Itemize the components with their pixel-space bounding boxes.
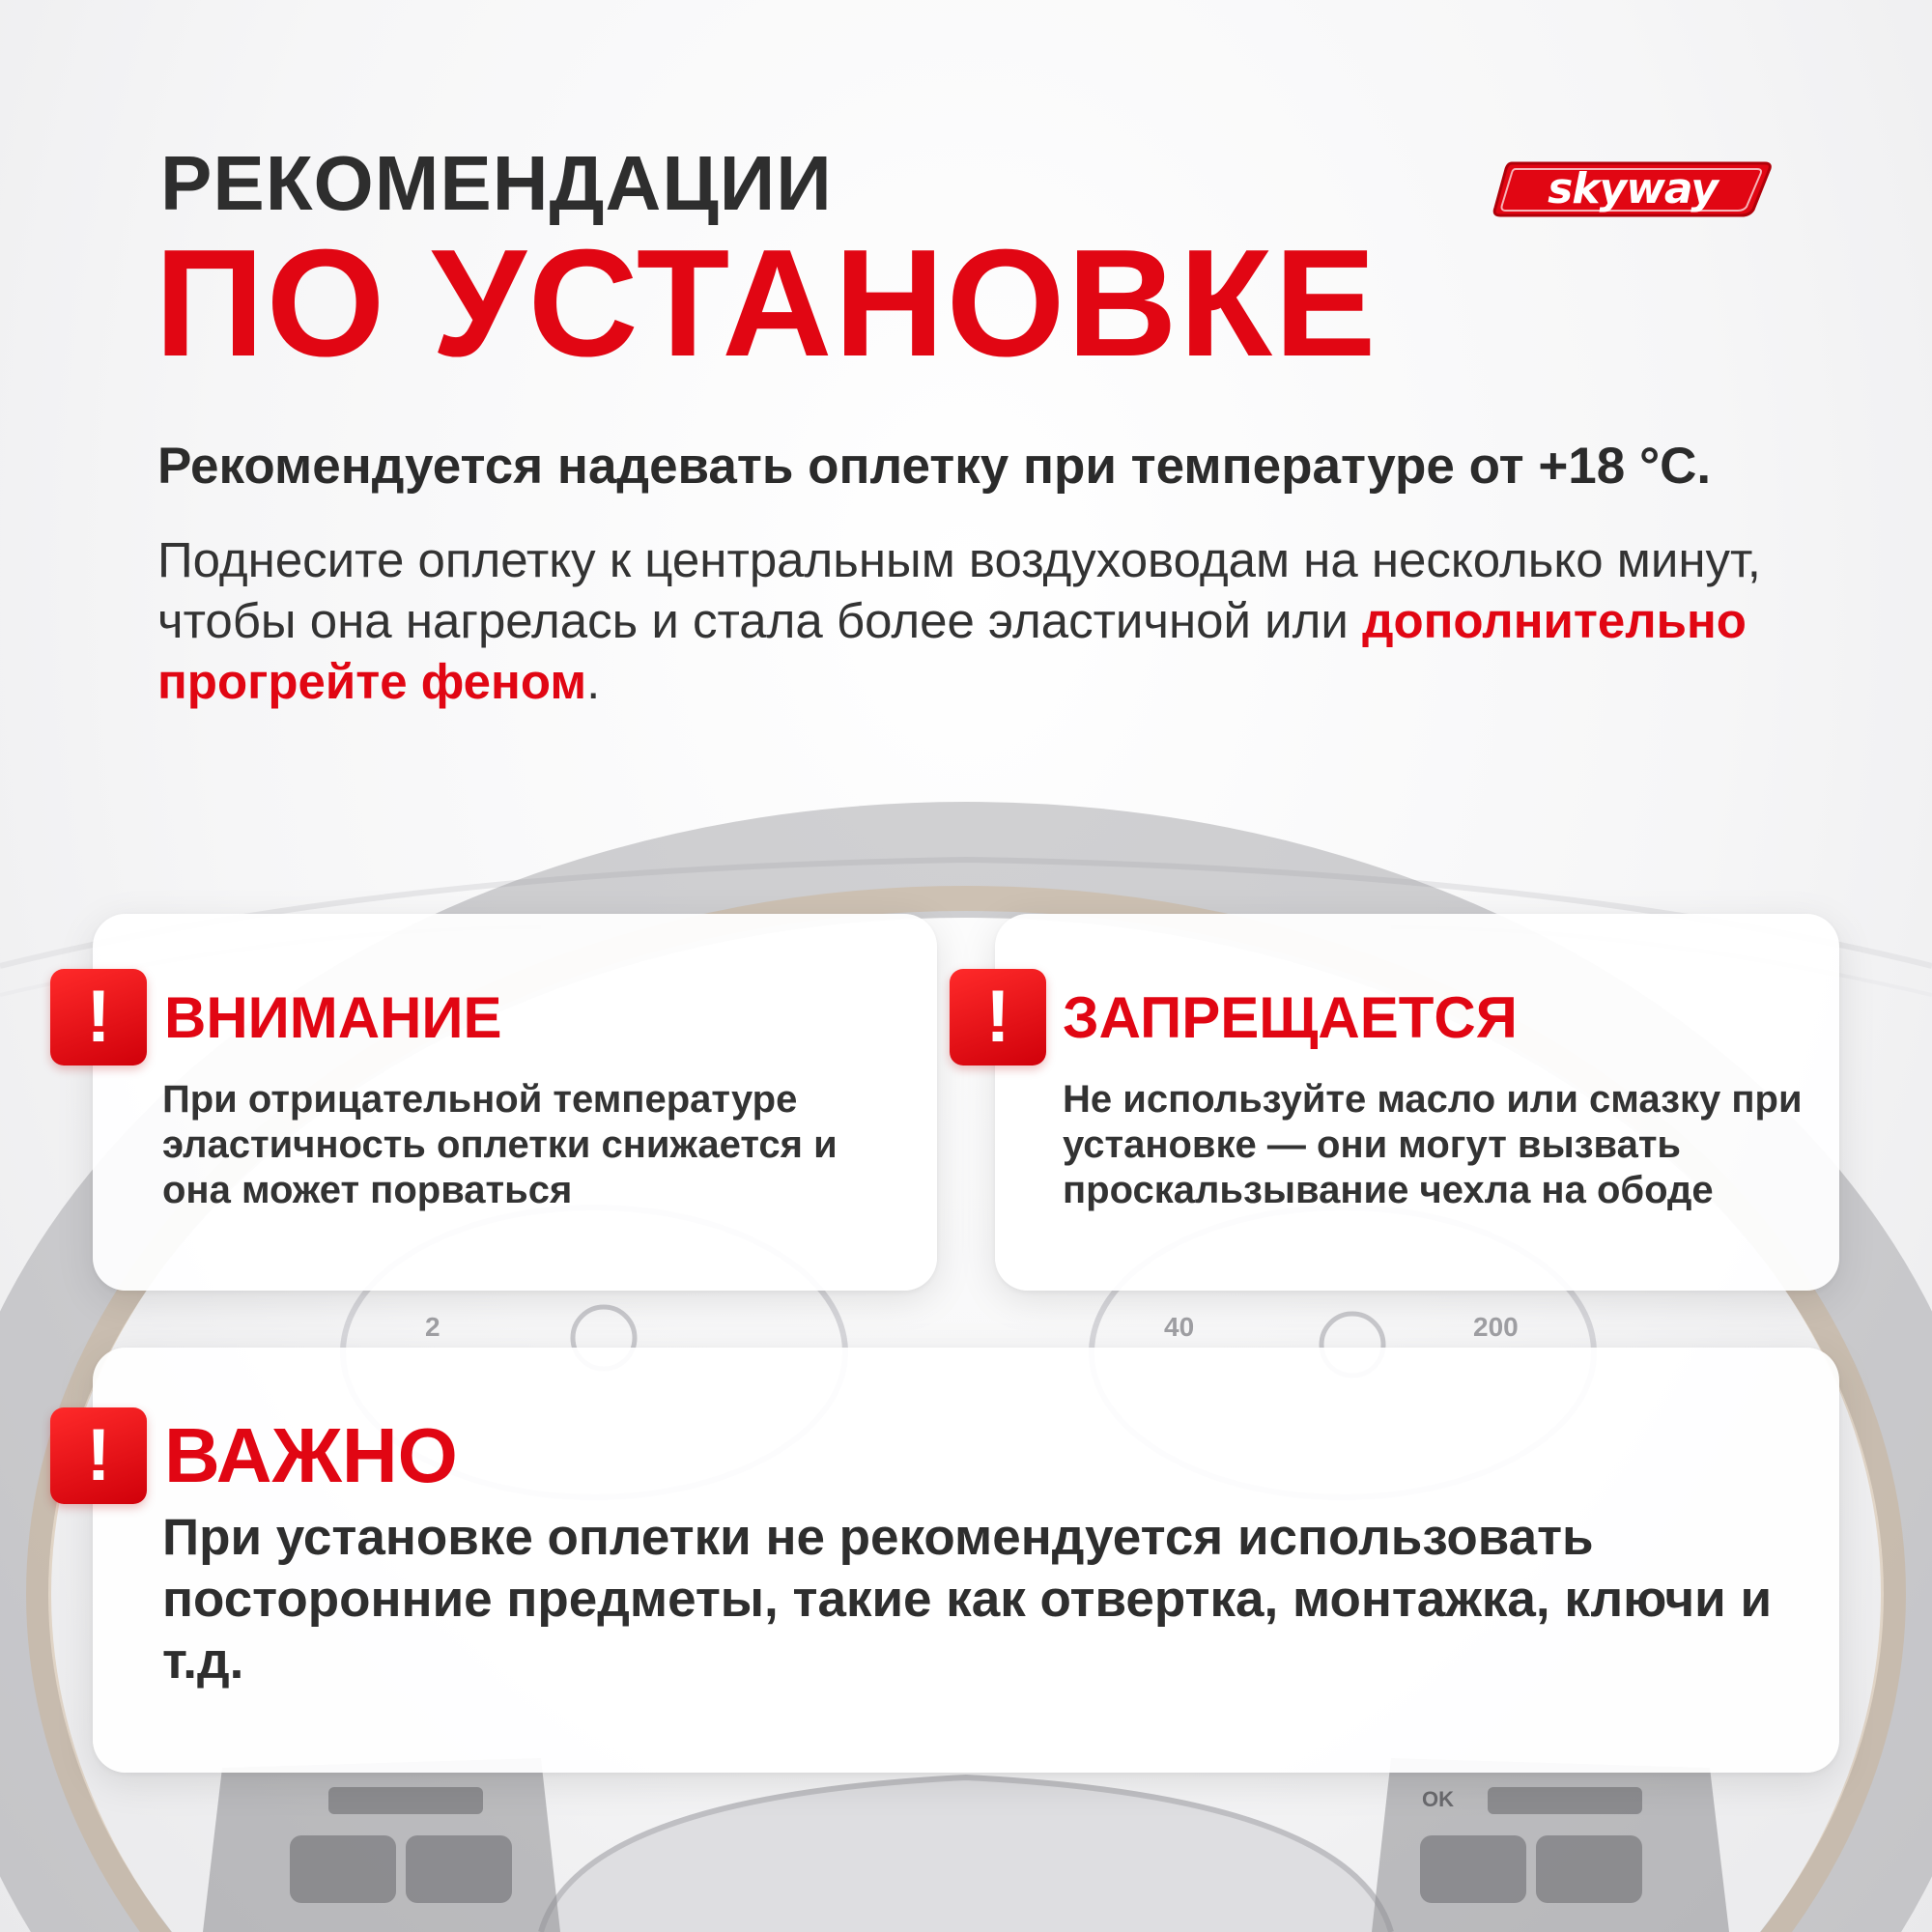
intro-paragraph-main: Поднесите оплетку к центральным воздуховодам на несколько минут, чтобы она нагрелась и стала более эластичной или — [157, 532, 1761, 648]
gauge-right-label-2: 200 — [1473, 1312, 1519, 1342]
skyway-logo — [1492, 159, 1773, 219]
prohibited-title: ЗАПРЕЩАЕТСЯ — [1063, 985, 1518, 1050]
exclamation-icon: ! — [50, 1407, 147, 1504]
intro-paragraph — [157, 529, 1819, 712]
attention-title: ВНИМАНИЕ — [164, 985, 502, 1050]
gauge-right-label-1: 40 — [1164, 1312, 1195, 1342]
prohibited-text: Не используйте масло или смазку при установке — они могут вызвать проскальзывание чехла на ободе — [1063, 1078, 1803, 1211]
exclamation-icon: ! — [950, 969, 1046, 1065]
intro-paragraph-highlight: дополнительно прогрейте феном — [157, 593, 1747, 709]
attention-text: При отрицательной температуре эластичность оплетки снижается и она может порваться — [162, 1078, 838, 1211]
important-text: При установке оплетки не рекомендуется использовать посторонние предметы, такие как отвертка, монтажка, ключи и т.д. — [162, 1509, 1773, 1690]
exclamation-icon: ! — [50, 969, 147, 1065]
title-big: ПО УСТАНОВКЕ — [155, 218, 1378, 388]
lead-text: Рекомендуется надевать оплетку при температуре от +18 °C. — [157, 438, 1712, 495]
title-small: РЕКОМЕНДАЦИИ — [160, 140, 833, 226]
gauge-left-label: 2 — [425, 1312, 440, 1342]
important-title: ВАЖНО — [164, 1412, 458, 1498]
intro-paragraph-end: . — [586, 654, 601, 709]
logo-text: skyway — [1548, 164, 1718, 213]
ok-button-label: OK — [1422, 1787, 1454, 1811]
